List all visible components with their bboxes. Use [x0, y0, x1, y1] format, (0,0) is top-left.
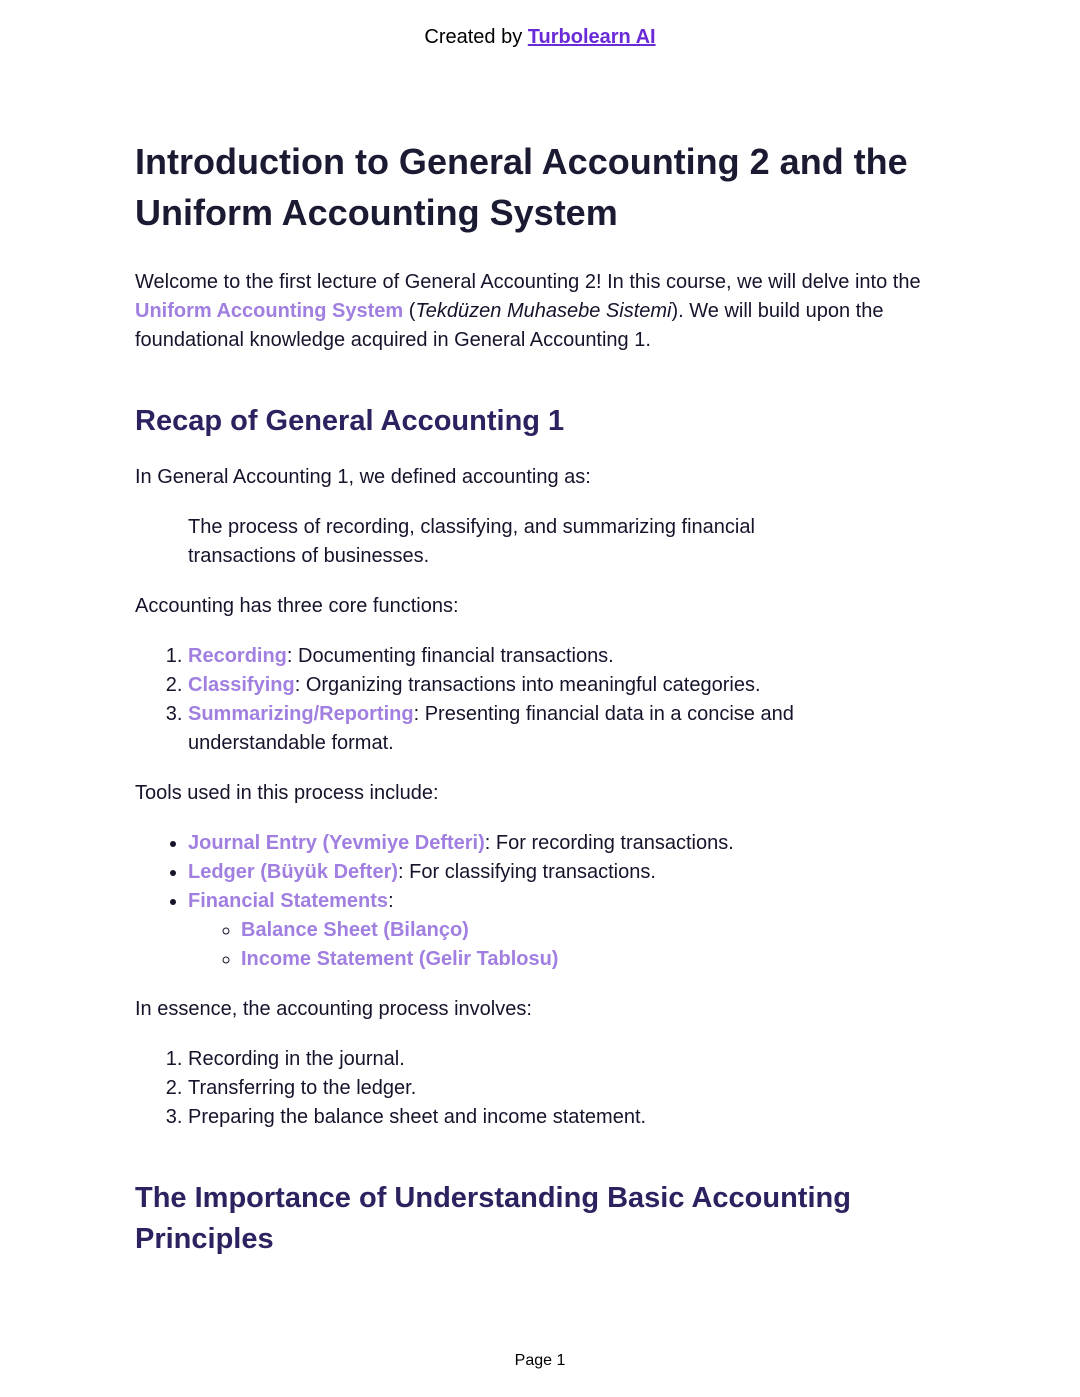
page-title: Introduction to General Accounting 2 and the Uniform Accounting System	[135, 141, 908, 233]
intro-italic: Tekdüzen Muhasebe Sistemi	[415, 300, 672, 322]
statement-term: Income Statement (Gelir Tablosu)	[241, 948, 559, 970]
recap-heading: Recap of General Accounting 1	[135, 405, 565, 437]
function-desc: : Documenting financial transactions.	[286, 645, 614, 667]
intro-text-2: (	[403, 300, 416, 322]
list-item	[188, 700, 935, 758]
tool-term: Ledger (Büyük Defter)	[188, 861, 399, 883]
definition-quote: The process of recording, classifying, and summarizing financial transactions of businesses.	[188, 516, 755, 567]
list-item	[188, 829, 935, 858]
statements-sublist	[188, 916, 935, 974]
list-item: 1. Recording in the journal.	[188, 1045, 935, 1074]
tool-desc: :	[388, 890, 394, 912]
functions-intro: Accounting has three core functions:	[135, 595, 459, 617]
tool-term: Financial Statements	[188, 890, 389, 912]
page-number: Page 1	[514, 1352, 566, 1369]
document-body	[135, 136, 935, 1260]
tool-desc: : For classifying transactions.	[398, 861, 656, 883]
turbolearn-link[interactable]: Turbolearn AI	[527, 26, 656, 48]
importance-heading: The Importance of Understanding Basic Accounting Principles	[135, 1182, 851, 1255]
page-header	[0, 26, 1080, 49]
function-desc: : Organizing transactions into meaningful categories.	[294, 674, 761, 696]
process-intro: In essence, the accounting process involves:	[135, 998, 532, 1020]
process-list	[135, 1045, 935, 1132]
intro-paragraph	[135, 268, 935, 355]
function-term: Classifying	[188, 674, 295, 696]
list-item	[241, 916, 935, 945]
tools-intro: Tools used in this process include:	[135, 782, 439, 804]
functions-list	[135, 642, 935, 758]
function-desc: : Presenting financial data in a concise and understandable format.	[188, 703, 794, 754]
definition-intro: In General Accounting 1, we defined accounting as:	[135, 466, 591, 488]
created-by-label: Created by	[424, 26, 523, 48]
intro-highlight: Uniform Accounting System	[135, 300, 404, 322]
list-item	[188, 642, 935, 671]
list-item: 2. Transferring to the ledger.	[188, 1074, 935, 1103]
list-item	[188, 887, 935, 974]
intro-text-3: ). We will build upon the foundational knowledge acquired in General Accounting 1.	[135, 300, 884, 351]
statement-term: Balance Sheet (Bilanço)	[241, 919, 469, 941]
list-item	[241, 945, 935, 974]
tool-desc: : For recording transactions.	[484, 832, 734, 854]
list-item: 3. Preparing the balance sheet and income statement.	[188, 1103, 935, 1132]
list-item	[188, 671, 935, 700]
list-item	[188, 858, 935, 887]
function-term: Recording	[188, 645, 287, 667]
function-term: Summarizing/Reporting	[188, 703, 414, 725]
tools-list	[135, 829, 935, 974]
tool-term: Journal Entry (Yevmiye Defteri)	[188, 832, 485, 854]
intro-text-1: Welcome to the first lecture of General Accounting 2! In this course, we will delve into the	[135, 271, 921, 293]
